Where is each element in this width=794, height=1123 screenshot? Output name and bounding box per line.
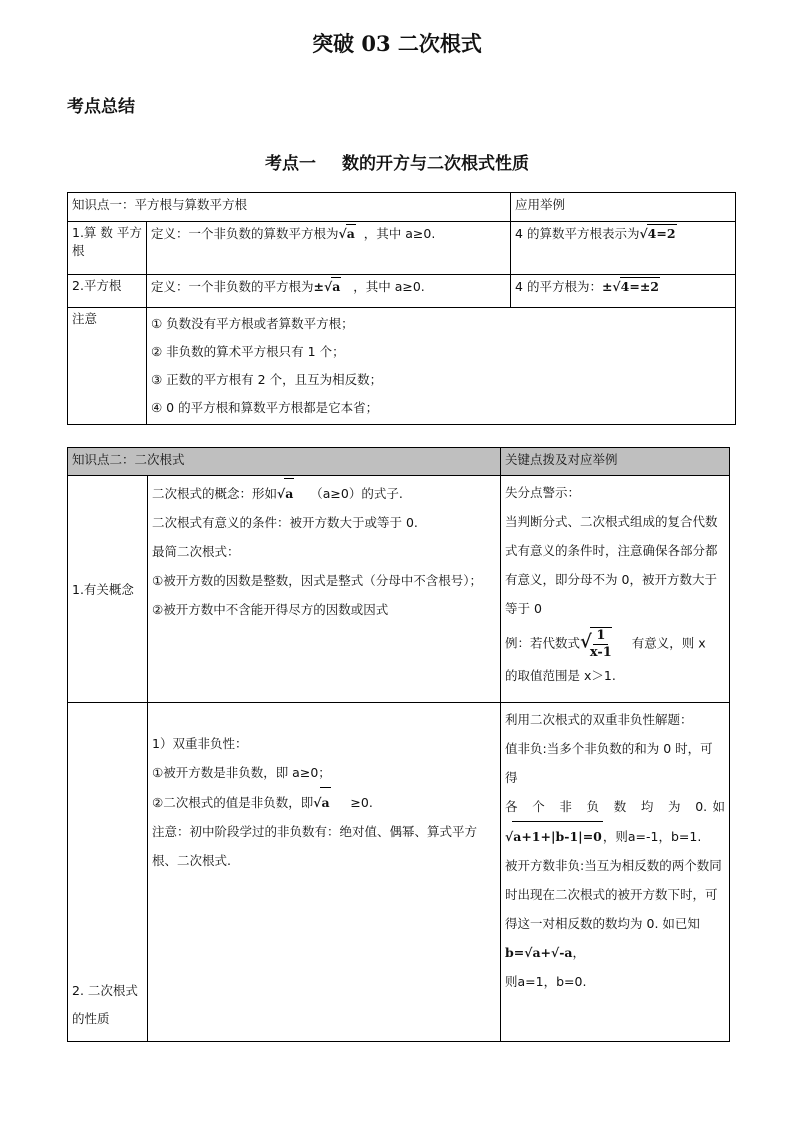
fraction: $\frac{1}{x-1}$ <box>589 628 612 660</box>
arith-root-definition <box>147 222 511 275</box>
topic-number: 考点一 <box>265 154 316 174</box>
table2-header-right: 关键点拨及对应举例 <box>501 448 730 476</box>
note-item: ② 非负数的算术平方根只有 1 个； <box>151 344 345 359</box>
tip-opposite-numbers: 被开方数非负:当互为相反数的两个数同时出现在二次根式的被开方数下时，可得这一对相反数的数均为 0. 如已知 b=√a+√-a， <box>505 858 722 960</box>
simplest-cond-2: ②被开方数中不含能开得尽方的因数或因式 <box>152 602 389 617</box>
concepts-content <box>148 476 501 703</box>
definition-text: 定义：一个非负数的算数平方根为 <box>151 226 339 241</box>
definition-text: 定义：一个非负数的平方根为 <box>151 279 314 294</box>
row-label-properties: 2. 二次根式的性质 <box>68 703 148 1042</box>
tip-example-1: 各 个 非 负 数 均 为 0.如 <box>505 799 726 814</box>
definition-condition: ，其中 a≥0. <box>353 279 425 294</box>
square-root-example <box>511 275 736 308</box>
note-item: ③ 正数的平方根有 2 个，且互为相反数； <box>151 372 383 387</box>
table1-header-left: 知识点一：平方根与算数平方根 <box>68 193 511 222</box>
row-label-square-root: 2.平方根 <box>68 275 147 308</box>
simplest-cond-1: ①被开方数的因数是整数，因式是整式（分母中不含根号）； <box>152 573 482 588</box>
topic-heading <box>0 149 794 174</box>
page-title: 突破 03 二次根式 <box>312 31 482 56</box>
tip-result: 则a=1，b=0. <box>505 974 587 989</box>
tip-explanation: 当判断分式、二次根式组成的复合代数式有意义的条件时，注意确保各部分都有意义，即分母不为 0，被开方数大于等于 0 <box>505 514 718 616</box>
tip-heading: 利用二次根式的双重非负性解题： <box>505 712 693 727</box>
pm-sqrt4-formula: ±√4=±2 <box>601 279 659 294</box>
property-item-1: ①被开方数是非负数，即 a≥0； <box>152 765 331 780</box>
row-label-concepts: 1.有关概念 <box>68 476 148 703</box>
example-text: 4 的平方根为： <box>515 279 602 294</box>
table2-header-left: 知识点二：二次根式 <box>68 448 501 476</box>
meaningful-condition: 二次根式有意义的条件：被开方数大于或等于 0. <box>152 515 418 530</box>
notes-list <box>147 308 736 425</box>
arith-root-example <box>511 222 736 275</box>
tip-answer: 的取值范围是 x＞1. <box>505 668 616 683</box>
concepts-tips <box>501 476 730 703</box>
property-item-2: ②二次根式的值是非负数，即√a ≥0. <box>152 787 496 817</box>
example-text: 4 的算数平方根表示为 <box>515 226 640 241</box>
property-note: 注意：初中阶段学过的非负数有：绝对值、偶幂、算式平方根、二次根式. <box>152 824 478 868</box>
tip-example: 例：若代数式√ $\frac{1}{x-1}$ 有意义，则 x <box>505 628 706 660</box>
properties-tips <box>501 703 730 1042</box>
sum-zero-formula: √a+1+|b-1|=0 <box>505 829 603 844</box>
tip-example-1-formula: √a+1+|b-1|=0，则a=-1，b=1. <box>505 821 725 851</box>
note-item: ① 负数没有平方根或者算数平方根； <box>151 316 354 331</box>
sqrt-fraction-formula: √ <box>580 631 592 653</box>
simplest-heading: 最简二次根式： <box>152 544 240 559</box>
concept-line: 二次根式的概念：形如√a （a≥0）的式子. <box>152 478 496 508</box>
note-item: ④ 0 的平方根和算数平方根都是它本省； <box>151 400 379 415</box>
sqrt4-formula: √4=2 <box>639 226 676 241</box>
tip-warning: 失分点警示： <box>505 485 581 500</box>
sqrt-a-formula: √a <box>338 226 355 241</box>
row-label-arith-root: 1.算 数 平方根 <box>68 222 147 275</box>
square-root-definition <box>147 275 511 308</box>
section-label: 考点总结 <box>67 97 135 117</box>
notes-label: 注意 <box>68 308 147 425</box>
tip-nonneg-sum: 值非负:当多个非负数的和为 0 时，可得 <box>505 741 713 785</box>
quadratic-radical-table <box>67 447 730 1042</box>
property-heading: 1）双重非负性： <box>152 736 248 751</box>
opposite-radical-formula: b=√a+√-a <box>505 945 573 960</box>
pm-sqrt-a-formula: ±√a <box>313 279 341 294</box>
sqrt-a-formula: √a <box>277 486 294 501</box>
definition-condition: ，其中 a≥0. <box>363 226 436 241</box>
properties-content <box>148 703 501 1042</box>
topic-title: 数的开方与二次根式性质 <box>342 154 529 174</box>
table1-header-right: 应用举例 <box>511 193 736 222</box>
sqrt-a-formula: √a <box>313 795 330 810</box>
square-root-table <box>67 192 736 425</box>
